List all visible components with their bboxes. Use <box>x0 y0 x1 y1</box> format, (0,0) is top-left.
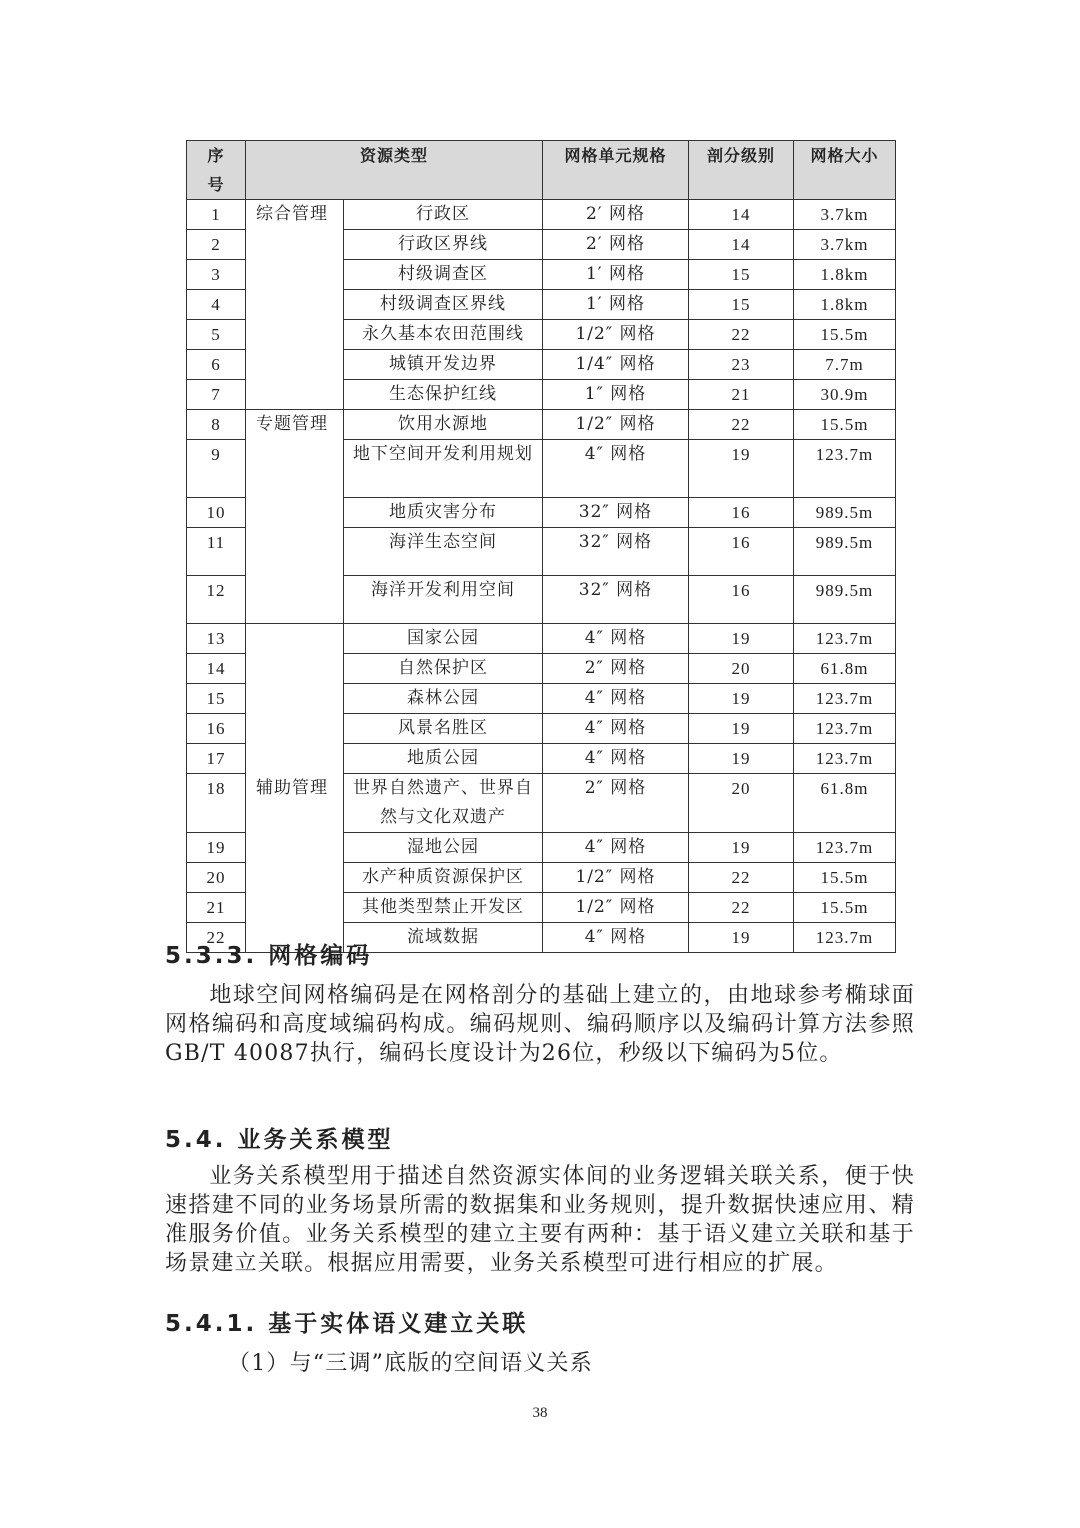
table-row <box>187 200 896 230</box>
grid-spec-table <box>186 140 896 953</box>
cell-resource-type: 自然保护区 <box>344 654 543 684</box>
section-5-4-title: 5.4. 业务关系模型 <box>165 1127 394 1153</box>
cell-grid-size: 61.8m <box>794 774 896 833</box>
cell-resource-type: 地质灾害分布 <box>344 498 543 528</box>
header-seq: 序号 <box>187 141 246 200</box>
cell-grid-size: 989.5m <box>794 498 896 528</box>
cell-level: 20 <box>689 654 794 684</box>
cell-grid-spec: 2′ 网格 <box>543 230 689 260</box>
cell-grid-size: 123.7m <box>794 684 896 714</box>
cell-grid-spec: 1/2″ 网格 <box>543 863 689 893</box>
cell-level: 22 <box>689 863 794 893</box>
cell-seq: 14 <box>187 654 246 684</box>
cell-level: 14 <box>689 230 794 260</box>
cell-level: 22 <box>689 320 794 350</box>
cell-seq: 11 <box>187 528 246 576</box>
cell-grid-size: 15.5m <box>794 893 896 923</box>
cell-seq: 8 <box>187 410 246 440</box>
cell-seq: 2 <box>187 230 246 260</box>
table-row <box>187 624 896 654</box>
cell-grid-size: 989.5m <box>794 528 896 576</box>
cell-grid-spec: 1/2″ 网格 <box>543 893 689 923</box>
cell-seq: 22 <box>187 923 246 953</box>
cell-level: 19 <box>689 833 794 863</box>
cell-resource-type: 地质公园 <box>344 744 543 774</box>
cell-seq: 1 <box>187 200 246 230</box>
cell-seq: 4 <box>187 290 246 320</box>
cell-level: 16 <box>689 528 794 576</box>
cell-resource-type: 其他类型禁止开发区 <box>344 893 543 923</box>
cell-grid-size: 123.7m <box>794 744 896 774</box>
section-5-3-3-body: 地球空间网格编码是在网格剖分的基础上建立的，由地球参考椭球面网格编码和高度域编码构成。编码规则、编码顺序以及编码计算方法参照GB/T 40087执行，编码长度设计为26位，秒级以下编码为5位。 <box>165 983 915 1066</box>
section-5-3-3-title: 5.3.3. 网格编码 <box>165 943 373 969</box>
cell-level: 19 <box>689 714 794 744</box>
cell-category: 辅助管理 <box>246 624 344 953</box>
cell-grid-spec: 32″ 网格 <box>543 528 689 576</box>
cell-level: 19 <box>689 684 794 714</box>
cell-resource-type: 城镇开发边界 <box>344 350 543 380</box>
cell-grid-spec: 1″ 网格 <box>543 380 689 410</box>
cell-resource-type: 国家公园 <box>344 624 543 654</box>
cell-grid-spec: 2′ 网格 <box>543 200 689 230</box>
cell-grid-size: 123.7m <box>794 923 896 953</box>
cell-seq: 10 <box>187 498 246 528</box>
section-5-4-1-item: （1）与“三调”底版的空间语义关系 <box>228 1351 593 1376</box>
cell-grid-spec: 1/4″ 网格 <box>543 350 689 380</box>
header-level: 剖分级别 <box>689 141 794 200</box>
cell-grid-spec: 2″ 网格 <box>543 654 689 684</box>
section-5-4-body: 业务关系模型用于描述自然资源实体间的业务逻辑关联关系，便于快速搭建不同的业务场景所需的数据集和业务规则，提升数据快速应用、精准服务价值。业务关系模型的建立主要有两种：基于语义建立关联和基于场景建立关联。根据应用需要，业务关系模型可进行相应的扩展。 <box>165 1164 915 1276</box>
cell-seq: 9 <box>187 440 246 498</box>
cell-resource-type: 森林公园 <box>344 684 543 714</box>
cell-level: 19 <box>689 440 794 498</box>
cell-grid-size: 3.7km <box>794 200 896 230</box>
header-grid-spec: 网格单元规格 <box>543 141 689 200</box>
cell-seq: 20 <box>187 863 246 893</box>
cell-resource-type: 村级调查区 <box>344 260 543 290</box>
cell-level: 16 <box>689 498 794 528</box>
cell-resource-type: 世界自然遗产、世界自然与文化双遗产 <box>344 774 543 833</box>
cell-grid-spec: 2″ 网格 <box>543 774 689 833</box>
cell-level: 21 <box>689 380 794 410</box>
cell-resource-type: 行政区界线 <box>344 230 543 260</box>
cell-grid-size: 989.5m <box>794 576 896 624</box>
cell-seq: 5 <box>187 320 246 350</box>
cell-grid-size: 61.8m <box>794 654 896 684</box>
cell-grid-size: 1.8km <box>794 260 896 290</box>
table-row <box>187 410 896 440</box>
cell-resource-type: 水产种质资源保护区 <box>344 863 543 893</box>
cell-grid-spec: 4″ 网格 <box>543 714 689 744</box>
cell-level: 16 <box>689 576 794 624</box>
cell-grid-spec: 4″ 网格 <box>543 833 689 863</box>
cell-resource-type: 地下空间开发利用规划 <box>344 440 543 498</box>
cell-resource-type: 湿地公园 <box>344 833 543 863</box>
cell-grid-size: 1.8km <box>794 290 896 320</box>
cell-grid-spec: 1′ 网格 <box>543 290 689 320</box>
cell-grid-size: 15.5m <box>794 320 896 350</box>
cell-level: 22 <box>689 893 794 923</box>
cell-grid-size: 3.7km <box>794 230 896 260</box>
cell-resource-type: 饮用水源地 <box>344 410 543 440</box>
section-5-4-1-title: 5.4.1. 基于实体语义建立关联 <box>165 1311 529 1337</box>
cell-level: 15 <box>689 290 794 320</box>
cell-grid-size: 7.7m <box>794 350 896 380</box>
cell-resource-type: 村级调查区界线 <box>344 290 543 320</box>
cell-grid-spec: 4″ 网格 <box>543 744 689 774</box>
cell-grid-spec: 4″ 网格 <box>543 440 689 498</box>
cell-resource-type: 海洋生态空间 <box>344 528 543 576</box>
cell-seq: 7 <box>187 380 246 410</box>
page-number: 38 <box>532 1405 548 1421</box>
cell-grid-spec: 4″ 网格 <box>543 923 689 953</box>
cell-grid-spec: 4″ 网格 <box>543 684 689 714</box>
cell-seq: 15 <box>187 684 246 714</box>
header-resource-type: 资源类型 <box>246 141 543 200</box>
cell-resource-type: 海洋开发利用空间 <box>344 576 543 624</box>
cell-resource-type: 生态保护红线 <box>344 380 543 410</box>
cell-resource-type: 风景名胜区 <box>344 714 543 744</box>
cell-grid-size: 15.5m <box>794 410 896 440</box>
cell-level: 14 <box>689 200 794 230</box>
cell-seq: 17 <box>187 744 246 774</box>
cell-resource-type: 永久基本农田范围线 <box>344 320 543 350</box>
cell-grid-size: 123.7m <box>794 624 896 654</box>
cell-resource-type: 流域数据 <box>344 923 543 953</box>
cell-level: 23 <box>689 350 794 380</box>
cell-category: 综合管理 <box>246 200 344 410</box>
cell-grid-size: 30.9m <box>794 380 896 410</box>
cell-grid-spec: 1/2″ 网格 <box>543 320 689 350</box>
cell-level: 19 <box>689 624 794 654</box>
cell-level: 20 <box>689 774 794 833</box>
cell-category: 专题管理 <box>246 410 344 624</box>
cell-seq: 3 <box>187 260 246 290</box>
cell-grid-size: 123.7m <box>794 714 896 744</box>
cell-grid-size: 123.7m <box>794 440 896 498</box>
cell-seq: 19 <box>187 833 246 863</box>
header-grid-size: 网格大小 <box>794 141 896 200</box>
cell-grid-spec: 4″ 网格 <box>543 624 689 654</box>
cell-grid-size: 15.5m <box>794 863 896 893</box>
cell-level: 19 <box>689 744 794 774</box>
cell-resource-type: 行政区 <box>344 200 543 230</box>
cell-grid-spec: 1/2″ 网格 <box>543 410 689 440</box>
table-body <box>187 200 896 953</box>
cell-seq: 18 <box>187 774 246 833</box>
cell-level: 22 <box>689 410 794 440</box>
cell-seq: 16 <box>187 714 246 744</box>
cell-grid-size: 123.7m <box>794 833 896 863</box>
cell-level: 15 <box>689 260 794 290</box>
cell-seq: 21 <box>187 893 246 923</box>
cell-grid-spec: 32″ 网格 <box>543 498 689 528</box>
cell-grid-spec: 32″ 网格 <box>543 576 689 624</box>
cell-level: 19 <box>689 923 794 953</box>
cell-seq: 6 <box>187 350 246 380</box>
cell-seq: 12 <box>187 576 246 624</box>
cell-grid-spec: 1′ 网格 <box>543 260 689 290</box>
cell-seq: 13 <box>187 624 246 654</box>
